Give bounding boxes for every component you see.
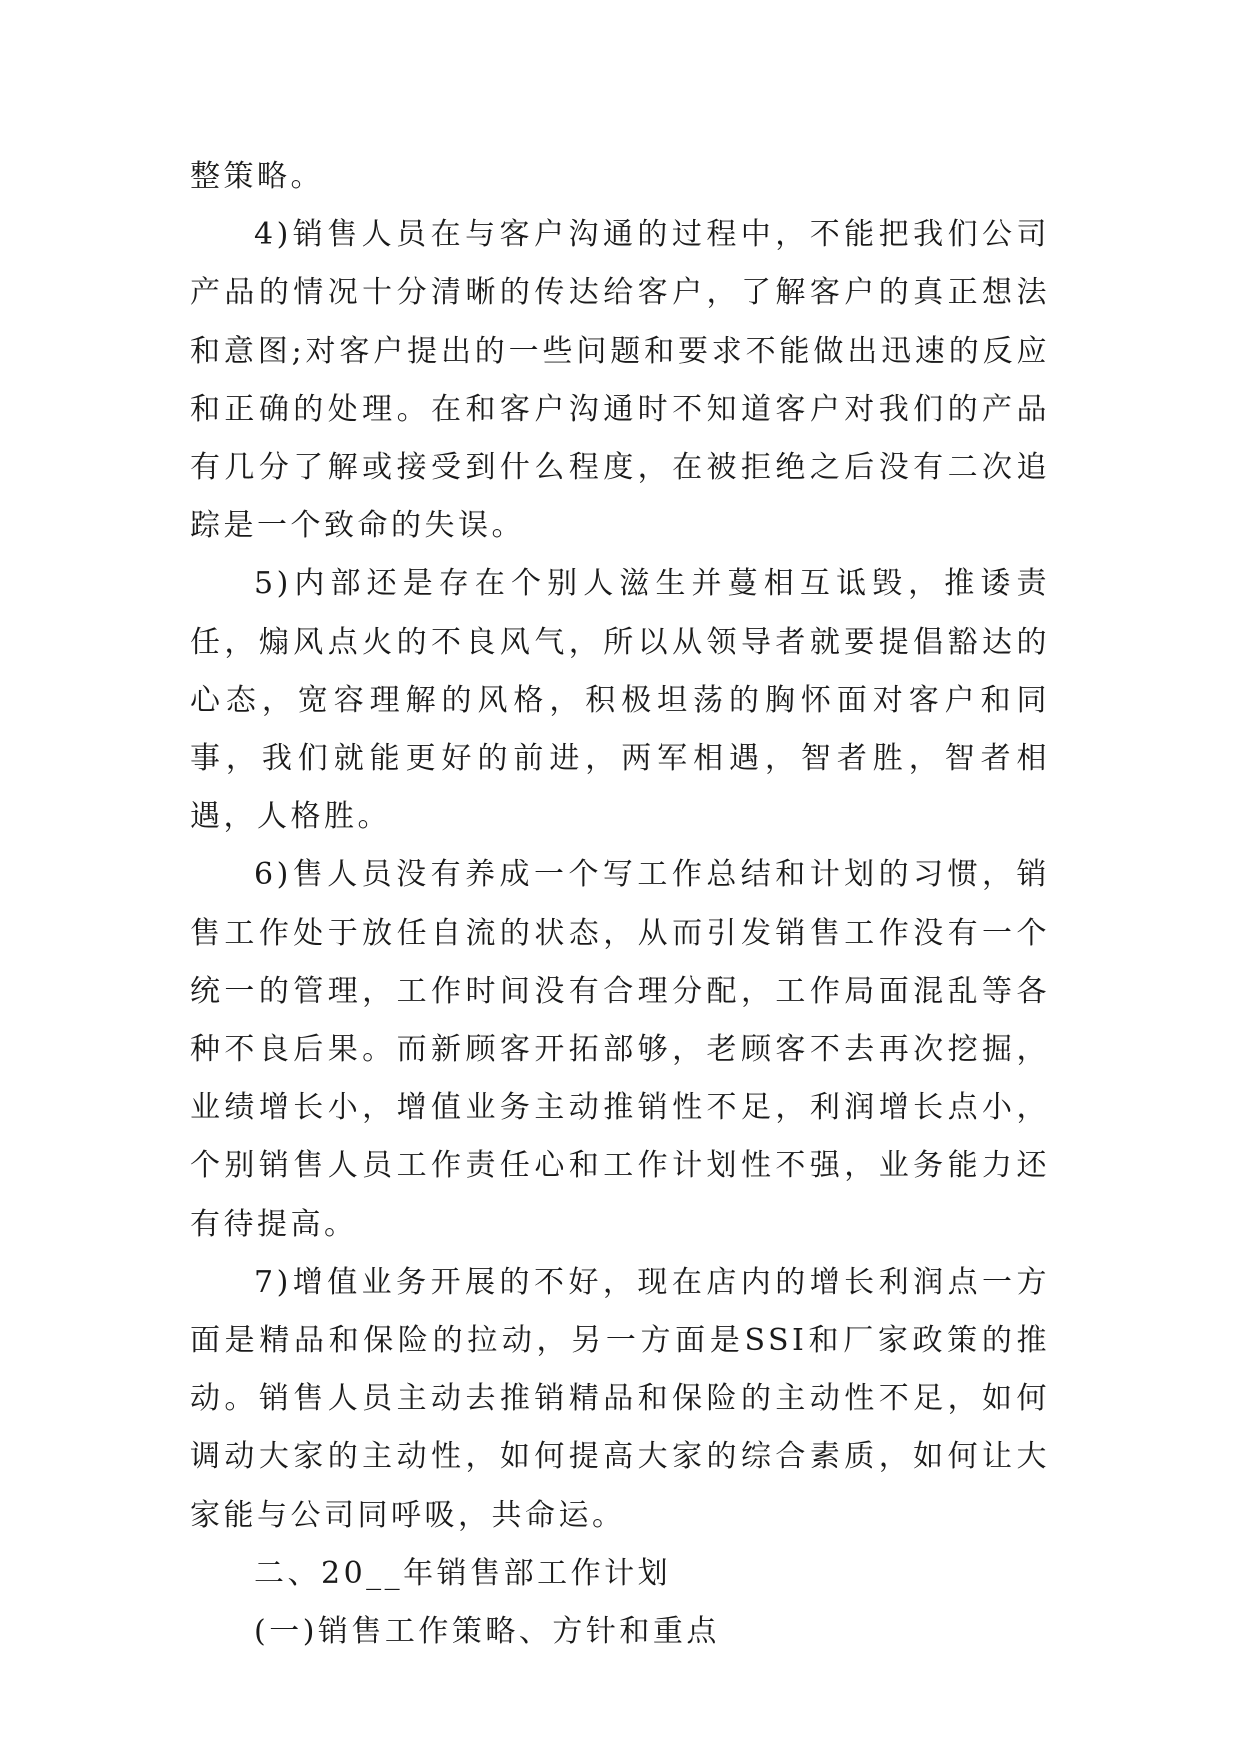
- subsection-heading: (一)销售工作策略、方针和重点: [254, 1614, 720, 1650]
- paragraph-item-6: 6)售人员没有养成一个写工作总结和计划的习惯，销售工作处于放任自流的状态，从而引发销售工作没有一个统一的管理，工作时间没有合理分配，工作局面混乱等各种不良后果。而新顾客开拓部够，老顾客不去再次挖掘，业绩增长小，增值业务主动推销性不足，利润增长点小，个别销售人员工作责任心和工作计划性不强，业务能力还有待提高。: [190, 857, 1050, 1242]
- paragraph-item-4: 4)销售人员在与客户沟通的过程中，不能把我们公司产品的情况十分清晰的传达给客户，了解客户的真正想法和意图;对客户提出的一些问题和要求不能做出迅速的反应和正确的处理。在和客户沟通时不知道客户对我们的产品有几分了解或接受到什么程度，在被拒绝之后没有二次追踪是一个致命的失误。: [190, 217, 1050, 544]
- paragraph-item-5: 5)内部还是存在个别人滋生并蔓相互诋毁，推诿责任，煽风点火的不良风气，所以从领导者就要提倡豁达的心态，宽容理解的风格，积极坦荡的胸怀面对客户和同事，我们就能更好的前进，两军相遇，智者胜，智者相遇，人格胜。: [190, 566, 1050, 835]
- section-heading: 二、20__年销售部工作计划: [254, 1555, 672, 1591]
- document-body: [190, 148, 1050, 1661]
- paragraph-continuation: 整策略。: [190, 159, 324, 194]
- paragraph-item-7: 7)增值业务开展的不好，现在店内的增长利润点一方面是精品和保险的拉动，另一方面是SSI和厂家政策的推动。销售人员主动去推销精品和保险的主动性不足，如何调动大家的主动性，如何提高大家的综合素质，如何让大家能与公司同呼吸，共命运。: [190, 1264, 1050, 1533]
